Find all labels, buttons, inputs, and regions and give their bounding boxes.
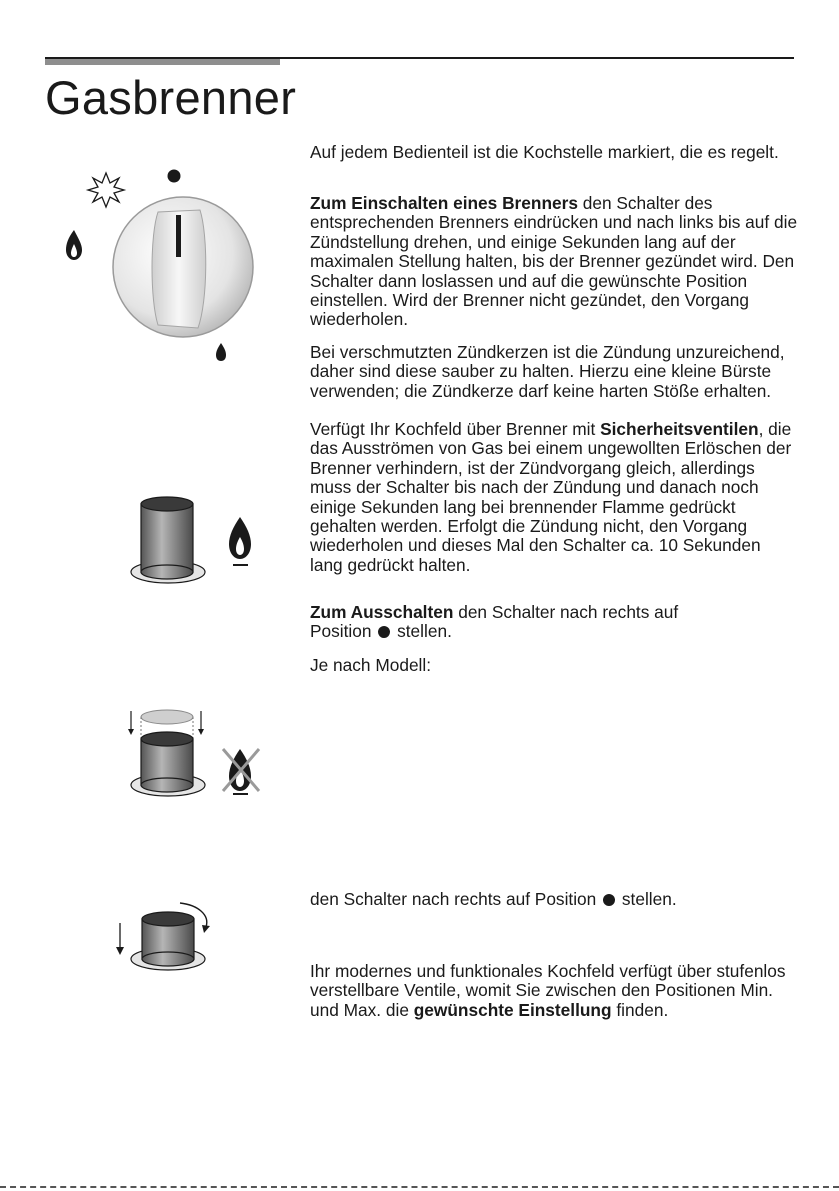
small-flame-icon [216,343,226,361]
intro-paragraph: Auf jedem Bedienteil ist die Kochstelle markiert, die es regelt. [310,142,779,162]
page-title: Gasbrenner [45,71,297,124]
safety-valve-text: , die das Ausströmen von Gas bei einem ungewollten Erlöschen der Brenner verhindern, ist der Zündvorgang gleich, allerdings muss der Schalter bis nach der Zündung und danach noch einige Sekunden lang bei brennender Flamme gedrückt gehalten werden. Erfolgt die Zündung nicht, den Vorgang wiederholen und dieses Mal den Schalter ca. 10 Sekunden lang gedrückt halten. [310,419,792,575]
model-note: Je nach Modell: [310,655,432,675]
spark-plug-paragraph: Bei verschmutzten Zündkerzen ist die Zündung unzureichend, daher sind diese sauber zu halten. Hierzu eine kleine Bürste verwenden; die Zündkerze darf keine harten Stöße erhalten. [310,342,785,401]
turn-off-text: den Schalter nach rechts auf Position [310,889,597,909]
switch-off-end: stellen. [397,621,452,642]
ignition-paragraph [310,194,798,330]
safety-valve-pre: Verfügt Ihr Kochfeld über Brenner mit [310,419,601,439]
switch-off-position: Position [310,621,372,642]
safety-valve-heading: Sicherheitsventilen [600,419,759,439]
turn-knob-off [108,895,228,985]
knob-illustration [58,160,278,370]
released-knob-no-flame [125,705,270,805]
safety-valve-paragraph [310,420,798,575]
switch-off-heading: Zum Ausschalten [310,602,454,622]
pressed-knob-flame [125,492,265,592]
turn-off-paragraph [310,890,798,909]
valves-end: finden. [611,999,669,1020]
large-flame-icon [66,230,82,260]
header-accent-bar [45,59,280,65]
page-edge [0,1186,839,1188]
off-position-icon-2 [603,894,615,906]
ignition-text: den Schalter des entsprechenden Brenners eindrücken und nach links bis auf die Zündstellung drehen, und einige Sekunden lang auf der maximalen Stellung halten, bis der Brenner gezündet wird. Den Schalter dann loslassen und auf die gewünschte Position einstellen. Wird der Brenner nicht gezündet, den Vorgang wiederholen. [310,193,798,330]
switch-off-text: den Schalter nach rechts auf [453,602,679,622]
off-position-icon [378,626,390,638]
ignition-heading: Zum Einschalten eines Brenners [310,193,578,213]
spark-icon [88,173,124,207]
valves-paragraph [310,962,798,1020]
off-dot-icon [168,170,181,183]
turn-off-end: stellen. [621,889,677,909]
valves-bold: gewünschte Einstellung [413,999,612,1020]
switch-off-paragraph [310,603,798,642]
valves-text: Ihr modernes und funktionales Kochfeld verfügt über stufenlos verstellbare Ventile, womit Sie zwischen den Positionen Min. und Max. die [310,961,786,1020]
